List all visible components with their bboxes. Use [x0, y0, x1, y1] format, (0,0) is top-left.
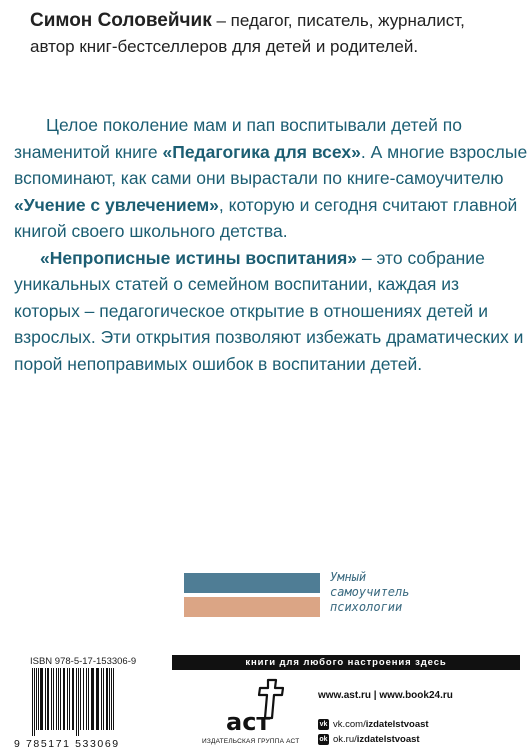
author-name: Симон Соловейчик — [30, 10, 212, 31]
book-title-current: «Непрописные истины воспитания» — [40, 247, 358, 268]
barcode-bar — [36, 668, 37, 730]
barcode-bar — [109, 668, 110, 730]
barcode-bar — [103, 668, 104, 730]
book-title-learning: «Учение с увлечением» — [14, 194, 219, 215]
barcode-bar — [101, 668, 102, 730]
odnoklassniki-icon: ok — [319, 736, 328, 743]
series-bar-peach — [184, 597, 320, 617]
barcode-bar — [106, 668, 108, 730]
isbn-label: ISBN 978-5-17-153306-9 — [30, 656, 137, 667]
barcode-bar — [32, 668, 33, 736]
series-title-line2: самоучитель — [330, 585, 410, 599]
vk-domain: vk.com/ — [333, 719, 366, 730]
barcode-bar — [113, 668, 114, 730]
ok-handle: izdatelstvoast — [356, 734, 420, 745]
series-title-line1: Умный — [330, 570, 367, 584]
barcode-bar — [83, 668, 84, 730]
author-bio — [30, 8, 510, 60]
ok-domain: ok.ru/ — [333, 734, 357, 745]
barcode-bar — [38, 668, 39, 730]
barcode-bar — [80, 668, 81, 730]
tagline-banner: книги для любого настроения здесь — [172, 655, 520, 670]
barcode-bar — [40, 668, 43, 730]
annotation-paragraph-1 — [14, 112, 529, 245]
barcode-bar — [78, 668, 79, 736]
series-bar-blue — [184, 573, 320, 593]
publisher-logo — [224, 678, 284, 734]
annotation-paragraph-2 — [14, 245, 529, 378]
annotation-text: Целое поколение мам и пап воспитывали детей по знаменитой книге — [14, 115, 462, 162]
barcode — [30, 668, 160, 736]
barcode-bar — [51, 668, 52, 730]
barcode-bar — [45, 668, 46, 730]
author-description-line1: – педагог, писатель, журналист, — [211, 11, 465, 30]
series-badge — [184, 570, 514, 622]
barcode-bar — [72, 668, 74, 730]
ok-link[interactable] — [318, 734, 420, 745]
barcode-bar — [60, 668, 61, 730]
vk-link[interactable] — [318, 719, 429, 730]
series-title-line3: психологии — [330, 600, 403, 614]
barcode-bar — [34, 668, 35, 736]
book-annotation — [14, 112, 529, 377]
barcode-bar — [91, 668, 94, 730]
vk-icon: vk — [319, 721, 328, 728]
barcode-bar — [86, 668, 87, 730]
barcode-bar — [96, 668, 99, 730]
barcode-bar — [63, 668, 65, 730]
vk-handle: izdatelstvoast — [365, 719, 429, 730]
barcode-bar — [111, 668, 112, 730]
series-title — [330, 570, 409, 615]
publisher-name: ИЗДАТЕЛЬСКАЯ ГРУППА АСТ — [202, 738, 300, 745]
author-description-line2: автор книг-бестселлеров для детей и родителей. — [30, 37, 419, 56]
barcode-bar — [69, 668, 70, 730]
barcode-bar — [56, 668, 57, 730]
barcode-digits: 9 785171 533069 — [14, 738, 120, 750]
annotation-text: – это собрание уникальных статей о семейном воспитании, каждая из которых – педагогическое открытие в отношениях детей и взрослых. Эти открытия позволяют избежать драматических и порой непоправимых ошибок в воспитании детей. — [14, 247, 524, 374]
barcode-bar — [76, 668, 77, 736]
barcode-bar — [67, 668, 68, 730]
book-title-pedagogy: «Педагогика для всех» — [162, 141, 361, 162]
annotation-text: , которую и сегодня считают главной книгой своего школьного детства. — [14, 194, 518, 241]
annotation-text: . А многие взрослые вспоминают, как сами они вырастали по книге-самоучителю — [14, 141, 528, 188]
barcode-bar — [58, 668, 59, 730]
logo-letters: аст — [226, 708, 271, 734]
barcode-bar — [47, 668, 49, 730]
publisher-websites[interactable]: www.ast.ru | www.book24.ru — [318, 690, 453, 701]
barcode-bar — [88, 668, 89, 730]
barcode-bar — [53, 668, 54, 730]
